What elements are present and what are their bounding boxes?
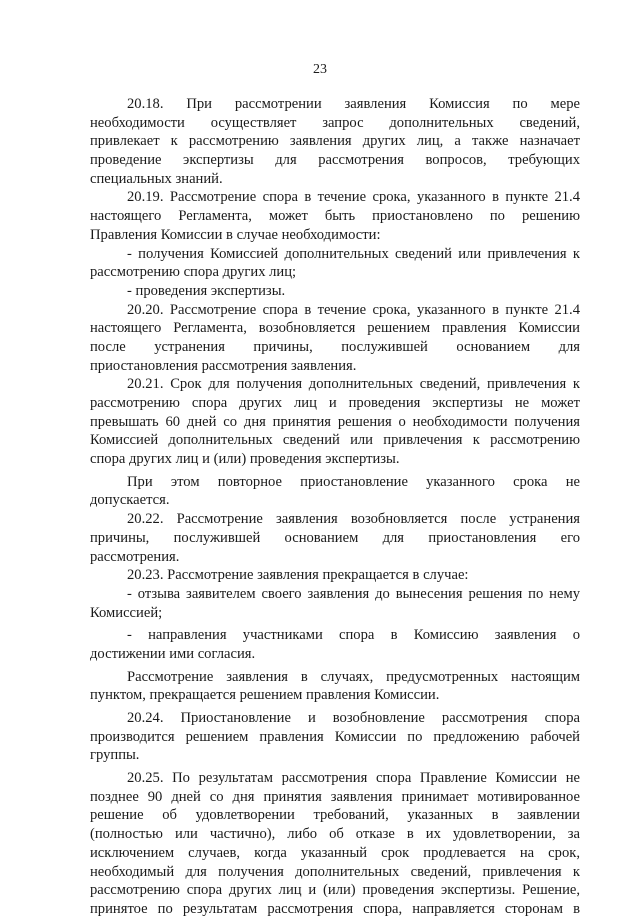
text-line: проведение экспертизы для рассмотрения вопросов, требующих — [90, 152, 580, 169]
text-line: рассмотрению спора других лиц и (или) проведения экспертизы. Решение, — [90, 882, 580, 899]
text-line: необходимый для получения дополнительных сведений, привлечения к — [90, 863, 580, 880]
text-line: допускается. — [90, 492, 170, 509]
text-line: необходимости осуществляет запрос дополнительных сведений, — [90, 114, 580, 131]
text-line: превышать 60 дней со дня принятия решения о необходимости получения — [90, 413, 580, 430]
text-line: Комиссией дополнительных сведений или привлечения к рассмотрению — [90, 432, 580, 449]
text-line: - направления участниками спора в Комиссию заявления о — [127, 627, 580, 644]
text-line: 20.23. Рассмотрение заявления прекращается в случае: — [127, 567, 469, 584]
text-line: 20.21. Срок для получения дополнительных сведений, привлечения к — [127, 376, 580, 393]
text-line: причины, послужившей основанием для приостановления его — [90, 529, 580, 546]
text-line: приостановления рассмотрения заявления. — [90, 357, 357, 374]
text-line: 20.25. По результатам рассмотрения спора Правление Комиссии не — [127, 770, 580, 787]
text-line: 20.20. Рассмотрение спора в течение срока, указанного в пункте 21.4 — [127, 301, 580, 318]
page-number: 23 — [313, 62, 327, 77]
text-line: достижении ими согласия. — [90, 645, 256, 662]
text-line: настоящего Регламента, может быть приостановлено по решению — [90, 208, 580, 225]
text-line: При этом повторное приостановление указанного срока не — [127, 473, 580, 490]
text-line: специальных знаний. — [90, 170, 223, 187]
text-line: 20.19. Рассмотрение спора в течение срока, указанного в пункте 21.4 — [127, 189, 580, 206]
text-line: привлекает к рассмотрению заявления других лиц, а также назначает — [90, 133, 580, 150]
body-text — [90, 95, 580, 919]
text-line: рассмотрению спора других лиц; — [90, 264, 297, 281]
text-line: 20.18. При рассмотрении заявления Комиссия по мере — [127, 96, 580, 112]
text-line: настоящего Регламента, возобновляется решением правления Комиссии — [90, 320, 580, 337]
text-line: после устранения причины, послужившей основанием для — [90, 338, 580, 355]
text-line: рассмотрения. — [90, 548, 180, 565]
text-line: Правления Комиссии в случае необходимости: — [90, 226, 381, 243]
text-line: производится решением правления Комиссии по предложению рабочей — [90, 728, 580, 745]
text-line: решение об удовлетворении требований, указанных в заявлении — [90, 807, 580, 824]
text-line: позднее 90 дней со дня принятия заявления принимает мотивированное — [90, 788, 580, 805]
text-line: - отзыва заявителем своего заявления до вынесения решения по нему — [127, 585, 580, 602]
text-line: 20.24. Приостановление и возобновление рассмотрения спора — [127, 710, 580, 726]
text-line: пунктом, прекращается решением правления Комиссии. — [90, 687, 440, 704]
text-line: - проведения экспертизы. — [127, 282, 286, 299]
text-line: Рассмотрение заявления в случаях, предусмотренных настоящим — [127, 668, 580, 685]
text-line: Комиссией; — [90, 604, 163, 621]
text-line: исключением случаев, когда указанный срок продлевается на срок, — [90, 844, 580, 861]
text-line: 20.22. Рассмотрение заявления возобновляется после устранения — [127, 511, 580, 528]
text-line: принятое по результатам рассмотрения спора, направляется сторонам в — [90, 900, 580, 917]
text-line: рассмотрению спора других лиц и проведения экспертизы не может — [90, 395, 580, 411]
text-line: - получения Комиссией дополнительных сведений или привлечения к — [127, 245, 580, 262]
text-line: группы. — [90, 747, 140, 764]
text-line: (полностью или частично), либо об отказе в их удовлетворении, за — [90, 826, 580, 843]
text-line: спора других лиц и (или) проведения экспертизы. — [90, 451, 400, 468]
